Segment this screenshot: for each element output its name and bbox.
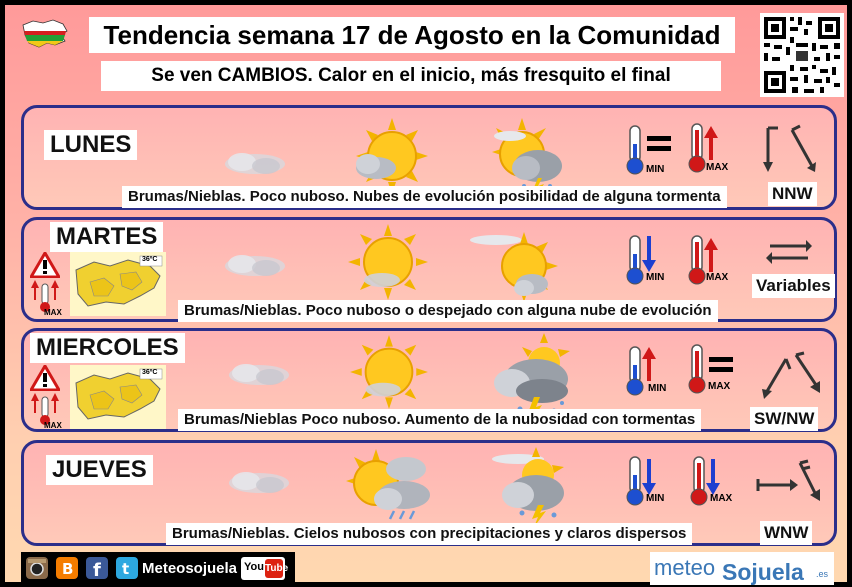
svg-text:B: B — [62, 560, 74, 578]
youtube-label: You — [244, 561, 264, 573]
svg-text:t: t — [122, 560, 130, 578]
min-label: MIN — [648, 383, 667, 394]
page-title: Tendencia semana 17 de Agosto en la Comunidad — [89, 17, 735, 53]
map-temperature: 36ºC — [142, 256, 158, 263]
logo-meteo-text: meteo — [654, 555, 716, 580]
wind-direction: WNW — [760, 521, 812, 545]
thermometer-min-icon — [622, 124, 648, 176]
twitter-icon[interactable] — [115, 556, 139, 580]
instagram-icon[interactable] — [25, 556, 49, 580]
max-label: MAX — [706, 162, 729, 173]
logo-sojuela-text: Sojuela — [722, 559, 804, 585]
day-name: MIERCOLES — [30, 333, 185, 363]
min-label: MIN — [646, 272, 665, 283]
sun-haze-icon — [350, 335, 428, 409]
day-description: Brumas/Nieblas. Poco nuboso. Nubes de evolución posibilidad de alguna tormenta — [122, 186, 727, 208]
sun-cloud-icon — [344, 116, 428, 196]
day-description: Brumas/Nieblas. Cielos nubosos con precipitaciones y claros dispersos — [166, 523, 692, 545]
social-links-bar — [21, 552, 295, 585]
social-handle[interactable]: Meteosojuela — [142, 560, 238, 577]
forecast-panel — [3, 3, 849, 584]
equal-icon — [708, 355, 734, 375]
arrow-up-icon — [642, 347, 656, 381]
day-card-martes — [21, 217, 837, 322]
blogger-icon[interactable] — [55, 556, 79, 580]
variable-wind-icon — [766, 238, 812, 266]
warning-icon — [30, 252, 60, 278]
sun-rain-cloud-icon — [344, 447, 434, 527]
fog-icon — [224, 357, 294, 393]
min-label: MIN — [646, 164, 665, 175]
arrow-down-icon — [642, 236, 656, 272]
meteosojuela-logo[interactable] — [650, 552, 834, 585]
arrow-up-icon — [704, 238, 718, 272]
wind-direction: SW/NW — [750, 407, 818, 431]
day-name: LUNES — [44, 130, 137, 160]
arrow-up-icon — [704, 126, 718, 160]
wind-arrows-icon — [754, 459, 824, 503]
youtube-icon[interactable] — [241, 557, 289, 580]
fog-icon — [220, 146, 290, 182]
map-temperature: 36ºC — [142, 369, 158, 376]
page-subtitle: Se ven CAMBIOS. Calor en el inicio, más fresquito el final — [101, 61, 721, 91]
warning-max-label: MAX — [44, 308, 62, 317]
fog-icon — [220, 248, 290, 284]
wind-direction: NNW — [768, 182, 817, 206]
youtube-tube-label: Tube — [265, 559, 283, 578]
wind-direction: Variables — [752, 274, 835, 298]
warning-max-label: MAX — [44, 421, 62, 430]
day-name: JUEVES — [46, 455, 153, 485]
la-rioja-flag-map-icon — [19, 17, 71, 51]
svg-text:f: f — [93, 560, 101, 580]
sun-haze-icon — [348, 224, 428, 300]
wind-arrows-icon — [760, 124, 820, 176]
equal-icon — [646, 134, 672, 154]
day-name: MARTES — [50, 222, 163, 252]
storm-cloud-sun-icon — [478, 447, 574, 527]
day-card-lunes — [21, 105, 837, 210]
qr-code-icon — [760, 13, 844, 97]
thermometer-max-icon — [684, 343, 710, 395]
min-label: MIN — [646, 493, 665, 504]
warning-icon — [30, 365, 60, 391]
wind-arrows-icon — [760, 347, 822, 399]
max-label: MAX — [710, 493, 733, 504]
day-card-miercoles — [21, 328, 837, 432]
arrow-down-icon — [706, 459, 720, 495]
max-label: MAX — [708, 381, 731, 392]
arrow-down-icon — [642, 459, 656, 495]
day-description: Brumas/Nieblas Poco nuboso. Aumento de la nubosidad con tormentas — [178, 409, 701, 431]
day-card-jueves — [21, 440, 837, 546]
fog-icon — [224, 465, 294, 501]
sun-cloud-icon — [466, 226, 566, 306]
logo-es-text: .es — [816, 569, 829, 579]
facebook-icon[interactable] — [85, 556, 109, 580]
max-label: MAX — [706, 272, 729, 283]
day-description: Brumas/Nieblas. Poco nuboso o despejado con alguna nube de evolución — [178, 300, 718, 322]
